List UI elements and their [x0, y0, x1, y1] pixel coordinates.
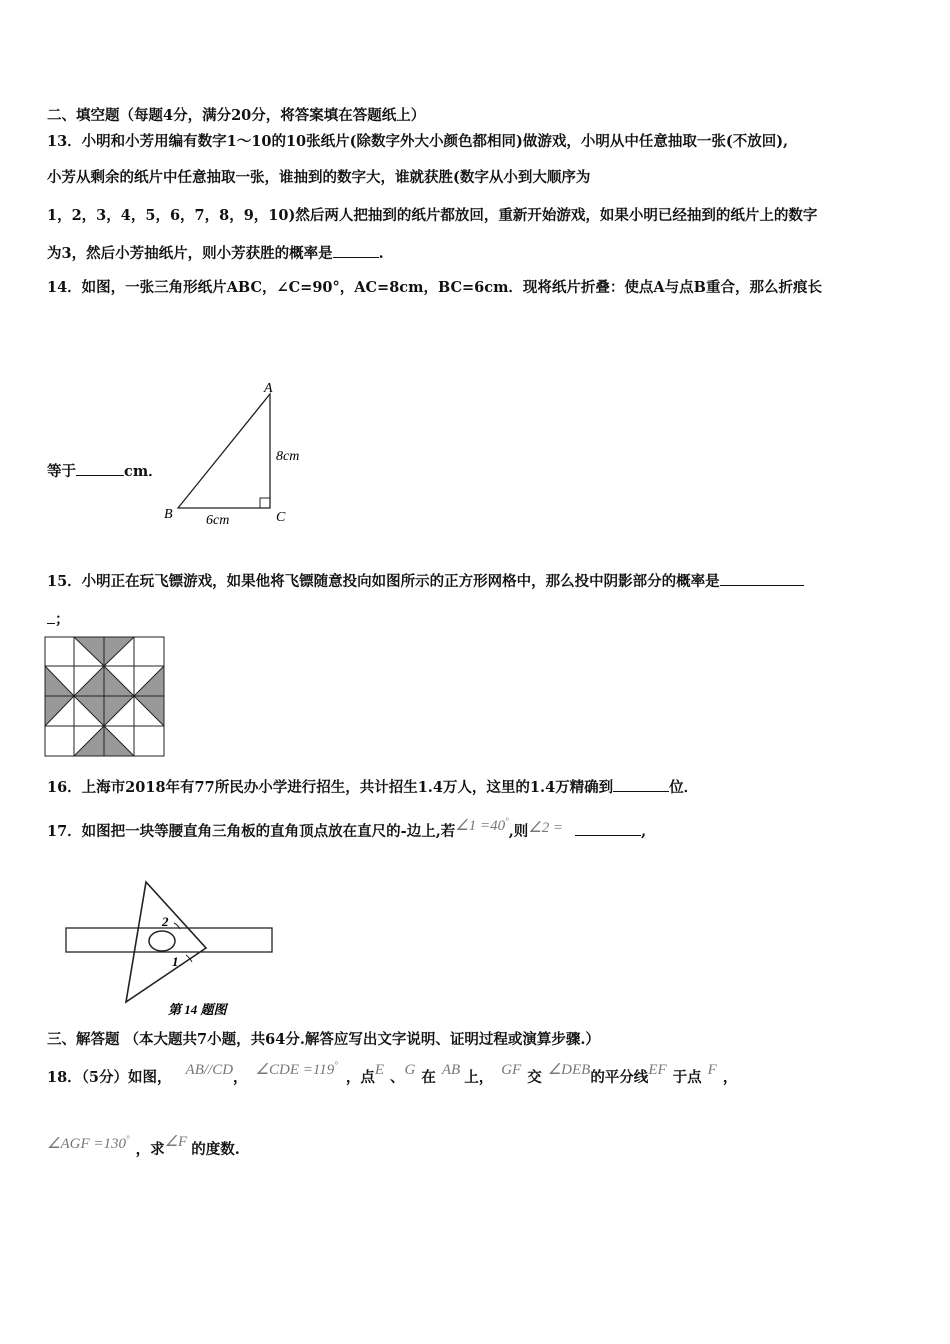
q13-line-4 [47, 242, 384, 263]
q17-answer-blank[interactable] [575, 823, 641, 836]
q14-line-2-text: 等于 [47, 463, 76, 480]
q15-line-1 [47, 570, 804, 591]
q18-angle-f: ∠F [164, 1134, 188, 1150]
q13-line-2: 小芳从剩余的纸片中任意抽取一张，谁抽到的数字大，谁就获胜(数字从小到大顺序为 [47, 169, 591, 186]
q14-line-2-end: cm． [124, 463, 163, 480]
q14-line-1: 14．如图，一张三角形纸片ABC，∠C=90°，AC=8cm，BC=6cm．现将纸片折叠：使点A与点B重合，那么折痕长 [47, 279, 822, 296]
q17-line [47, 816, 647, 841]
q18-bisector: 的平分线 [590, 1069, 649, 1086]
q18-deg-agf: ° [125, 1134, 130, 1145]
right-angle-mark [260, 498, 270, 508]
q14-triangle-figure [160, 378, 320, 530]
section-3-heading: 三、解答题 （本大题共7小题，共64分.解答应写出文字说明、证明过程或演算步骤.） [47, 1031, 600, 1048]
q13-line-4-text: 为3，然后小芳抽纸片，则小芳获胜的概率是 [47, 245, 333, 262]
q15-answer-blank-continued [47, 611, 55, 624]
q18-e: E [374, 1062, 385, 1078]
q18-sep-1: ， [233, 1069, 248, 1086]
q18-end: 的度数. [191, 1141, 240, 1158]
label-b: B [164, 507, 173, 522]
q18-angle-cde: ∠CDE =119 [255, 1062, 335, 1078]
q15-line-2 [47, 608, 70, 629]
q18-f: F [707, 1062, 717, 1078]
q13-line-1: 13．小明和小芳用编有数字1～10的10张纸片(除数字外大小颜色都相同)做游戏，小明从中任意抽取一张(不放回), [47, 133, 789, 150]
q15-line-2-end: ； [55, 611, 70, 628]
q18-line-2 [47, 1134, 240, 1159]
label-angle-1: 1 [172, 954, 179, 969]
q18-angle-deb: ∠DEB [547, 1062, 591, 1078]
q18-deg-cde: ° [334, 1060, 338, 1071]
q14-answer-blank[interactable] [76, 463, 124, 476]
q17-text: 17．如图把一块等腰直角三角板的直角顶点放在直尺的-边上,若 [47, 823, 456, 840]
q16-answer-blank[interactable] [613, 779, 669, 792]
q17-angle-1-eq: ∠1 =40 [455, 818, 506, 834]
q13-line-4-end: . [378, 245, 384, 262]
q13-line-3: 1，2，3，4，5，6，7，8，9，10)然后两人把抽到的纸片都放回，重新开始游戏，如果小明已经抽到的纸片上的数字 [47, 207, 818, 224]
ruler [66, 928, 272, 952]
q18-comma: ， [722, 1069, 738, 1086]
q18-zai: 在 [421, 1069, 436, 1086]
q18-qiu: ，求 [135, 1141, 165, 1158]
q17-ruler-triangle-figure [62, 878, 278, 1017]
q18-shang: 上， [464, 1069, 494, 1086]
q14-line-2 [47, 460, 163, 481]
q15-grid-figure [44, 636, 166, 758]
q17-mid-text: ,则 [508, 823, 529, 840]
q16-line [47, 776, 698, 797]
figure-caption: 第 14 题图 [168, 1002, 227, 1017]
q15-line-1-text: 15．小明正在玩飞镖游戏，如果他将飞镖随意投向如图所示的正方形网格中，那么投中阴影部分的概率是 [47, 573, 720, 590]
q18-ab-parallel-cd: AB//CD [185, 1062, 234, 1078]
q18-ef: EF [648, 1062, 667, 1078]
q13-answer-blank[interactable] [333, 245, 379, 258]
grid-lines [45, 637, 164, 756]
q18-g: G [404, 1062, 416, 1078]
q18-jiao: 交 [527, 1069, 542, 1086]
triangle-abc [178, 394, 270, 508]
q16-end: 位． [669, 779, 699, 796]
label-c: C [276, 510, 286, 525]
q18-gf: GF [501, 1062, 522, 1078]
q17-end: , [641, 823, 647, 840]
q17-degree-sign: ° [505, 816, 509, 827]
label-ac-length: 8cm [276, 449, 300, 464]
label-bc-length: 6cm [206, 513, 230, 528]
q18-dun: 、 [390, 1069, 405, 1086]
section-2-heading: 二、填空题（每题4分，满分20分，将答案填在答题纸上） [47, 107, 426, 124]
q18-number: 18．（5分）如图， [47, 1069, 172, 1086]
label-a: A [264, 381, 273, 396]
q18-angle-agf: ∠AGF =130 [47, 1136, 126, 1152]
q18-yu: 于点 [672, 1069, 702, 1086]
q15-answer-blank[interactable] [720, 573, 804, 586]
q18-ab: AB [441, 1062, 461, 1078]
q17-angle-2-eq: ∠2 = [528, 820, 564, 836]
q18-line-1 [47, 1060, 738, 1087]
q18-point-text: ，点 [345, 1069, 375, 1086]
q16-text: 16．上海市2018年有77所民办小学进行招生，共计招生1.4万人，这里的1.4万精确到 [47, 779, 614, 796]
label-angle-2: 2 [162, 914, 169, 929]
